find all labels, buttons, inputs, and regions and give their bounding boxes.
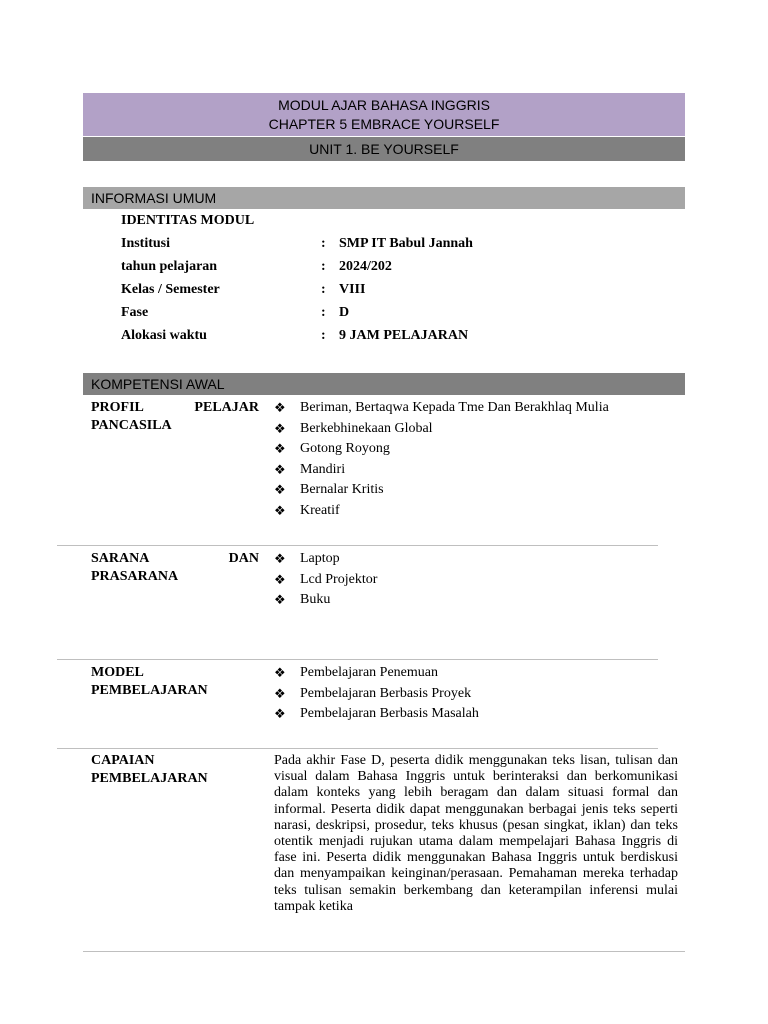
sarana-label: [91, 550, 259, 586]
row-divider: [83, 951, 685, 952]
model-label: [91, 664, 259, 700]
diamond-bullet-icon: ❖: [274, 706, 286, 721]
info-value-institusi: SMP IT Babul Jannah: [339, 236, 473, 251]
sarana-list: [274, 549, 377, 611]
info-label-institusi: Institusi: [121, 236, 171, 251]
informasi-umum-heading: INFORMASI UMUM: [83, 187, 685, 209]
diamond-bullet-icon: ❖: [274, 571, 286, 587]
profil-list: [274, 398, 609, 521]
info-value-kelas: VIII: [339, 282, 366, 297]
profil-label: [91, 399, 259, 435]
list-item: ❖ Pembelajaran Berbasis Masalah: [274, 704, 479, 725]
sarana-label-line2: PRASARANA: [91, 569, 179, 584]
list-item: ❖ Pembelajaran Penemuan: [274, 663, 479, 684]
document-title-line2: CHAPTER 5 EMBRACE YOURSELF: [268, 116, 500, 132]
info-value-alokasi: 9 JAM PELAJARAN: [339, 328, 469, 343]
info-label-fase: Fase: [121, 305, 149, 320]
row-divider: [57, 659, 658, 660]
profil-label-line2: PANCASILA: [91, 418, 172, 433]
info-colon: :: [321, 236, 326, 251]
list-item: ❖ Berkebhinekaan Global: [274, 419, 609, 440]
info-colon: :: [321, 259, 326, 274]
diamond-bullet-icon: ❖: [274, 461, 286, 477]
list-item: ❖ Lcd Projektor: [274, 570, 377, 591]
diamond-bullet-icon: ❖: [274, 420, 286, 436]
capaian-label: [91, 752, 259, 788]
model-label-line2: PEMBELAJARAN: [91, 683, 208, 698]
model-label-line1: MODEL: [91, 665, 144, 680]
info-label-alokasi: Alokasi waktu: [121, 328, 207, 343]
list-item: ❖ Laptop: [274, 549, 377, 570]
info-value-fase: D: [339, 305, 350, 320]
info-colon: :: [321, 328, 326, 343]
info-colon: :: [321, 305, 326, 320]
info-label-kelas: Kelas / Semester: [121, 282, 220, 297]
kompetensi-awal-heading: KOMPETENSI AWAL: [83, 373, 685, 395]
identitas-modul-subheading: IDENTITAS MODUL: [121, 213, 255, 228]
list-item: ❖ Beriman, Bertaqwa Kepada Tme Dan Berakhlaq Mulia: [274, 398, 609, 419]
diamond-bullet-icon: ❖: [274, 592, 286, 607]
capaian-label-line2: PEMBELAJARAN: [91, 771, 208, 786]
list-item: ❖ Gotong Royong: [274, 439, 609, 460]
profil-label-line1: PROFIL PELAJAR: [91, 400, 259, 415]
model-list: [274, 663, 479, 725]
document-title-line1: MODUL AJAR BAHASA INGGRIS: [278, 97, 490, 113]
info-colon: :: [321, 282, 326, 297]
info-label-tahun: tahun pelajaran: [121, 259, 218, 274]
document-title-box: [83, 93, 685, 136]
list-item: ❖ Bernalar Kritis: [274, 480, 609, 501]
list-item: ❖ Kreatif: [274, 501, 609, 522]
capaian-label-line1: CAPAIAN: [91, 753, 155, 768]
diamond-bullet-icon: ❖: [274, 502, 286, 518]
diamond-bullet-icon: ❖: [274, 441, 286, 456]
list-item: ❖ Pembelajaran Berbasis Proyek: [274, 684, 479, 705]
diamond-bullet-icon: ❖: [274, 551, 286, 566]
row-divider: [57, 748, 658, 749]
diamond-bullet-icon: ❖: [274, 400, 286, 415]
list-item: ❖ Mandiri: [274, 460, 609, 481]
capaian-paragraph: Pada akhir Fase D, peserta didik menggunakan teks lisan, tulisan dan visual dalam Bahasa Inggris untuk berinteraksi dan berkomunikasi dalam konteks yang lebih beragam dan dalam situasi formal dan informal. Peserta didik dapat menggunakan berbagai jenis teks seperti narasi, deskripsi, prosedur, teks khusus (pesan singkat, iklan) dan teks otentik menjadi rujukan utama dalam mempelajari Bahasa Inggris di fase ini. Peserta didik menggunakan Bahasa Inggris untuk berdiskusi dan menyampaikan keinginan/perasaan. Pemahaman mereka terhadap teks tulisan semakin berkembang dan keterampilan inferensi mulai tampak ketika: [274, 753, 678, 914]
diamond-bullet-icon: ❖: [274, 482, 286, 497]
unit-title: UNIT 1. BE YOURSELF: [83, 137, 685, 161]
info-value-tahun: 2024/202: [339, 259, 392, 274]
list-item: ❖ Buku: [274, 590, 377, 611]
sarana-label-line1: SARANA DAN: [91, 551, 259, 566]
diamond-bullet-icon: ❖: [274, 685, 286, 701]
row-divider: [57, 545, 658, 546]
diamond-bullet-icon: ❖: [274, 665, 286, 680]
